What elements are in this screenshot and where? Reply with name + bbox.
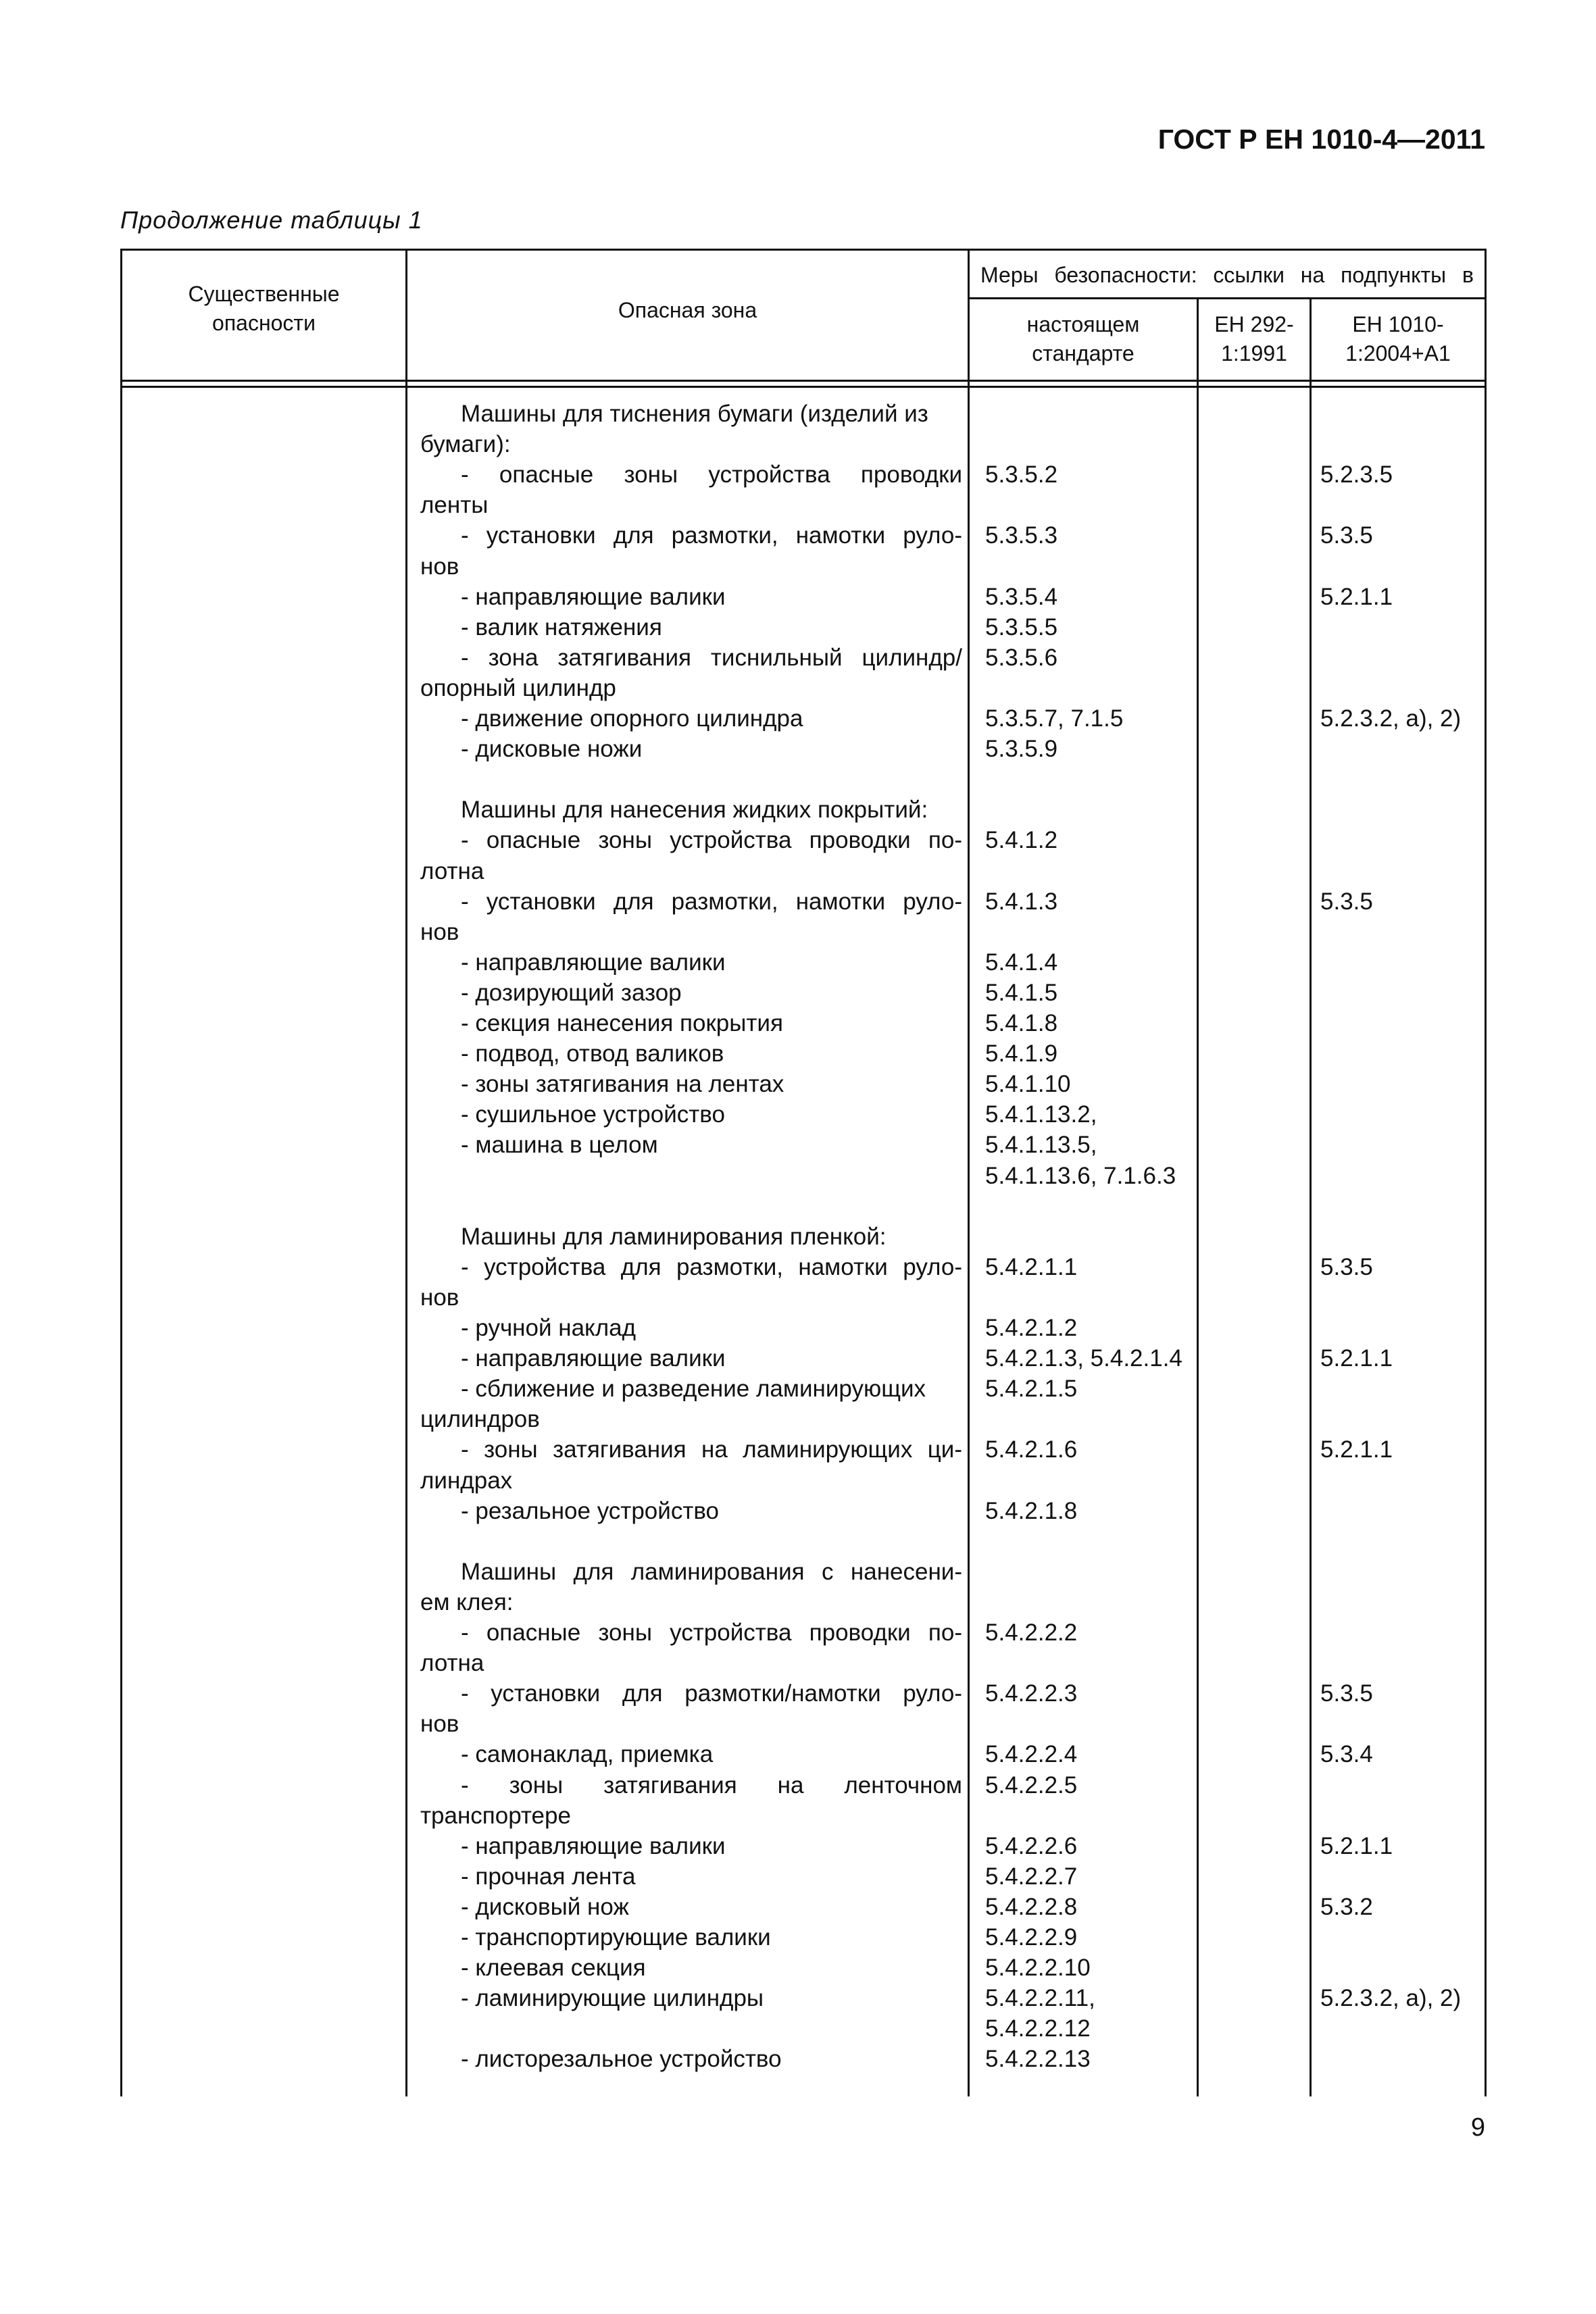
- this-standard-ref-cell: 5.4.1.4: [985, 949, 1058, 976]
- zone-cell: - направляющие валики: [461, 1345, 726, 1372]
- table-top-border: [120, 249, 1487, 251]
- column-divider-hazards: [405, 249, 407, 2096]
- header-hazards: [122, 280, 405, 338]
- zone-cell: - листорезальное устройство: [461, 2046, 782, 2072]
- this-standard-ref-cell: 5.4.2.2.13: [985, 2046, 1091, 2072]
- this-standard-ref-cell: 5.4.2.2.10: [985, 1955, 1091, 1981]
- zone-cell: [416, 764, 962, 795]
- column-divider-en292: [1310, 297, 1312, 2096]
- column-divider-this-standard: [1197, 297, 1199, 2096]
- this-standard-ref-cell: 5.4.1.8: [985, 1010, 1058, 1036]
- this-standard-ref-cell: 5.4.2.2.8: [985, 1894, 1078, 1920]
- zone-cell: - зоны затягивания на ленточном: [461, 1772, 962, 1799]
- zone-group-heading: Машины для ламинирования пленкой:: [461, 1224, 887, 1250]
- this-standard-ref-cell: 5.3.5.4: [985, 584, 1058, 610]
- header-this-standard: [970, 310, 1197, 368]
- zone-cell: - ламинирующие цилиндры: [461, 1985, 764, 2011]
- header-bottom-border: [120, 380, 1487, 382]
- this-standard-ref-cell: 5.3.5.7, 7.1.5: [985, 705, 1124, 732]
- header-hazards-line1: Существенные: [188, 282, 340, 306]
- zone-cell: - дисковые ножи: [461, 736, 643, 762]
- standard-code: ГОСТ Р ЕН 1010-4—2011: [1157, 124, 1485, 155]
- zone-cell: - резальное устройство: [461, 1498, 720, 1524]
- this-standard-ref-cell: 5.4.1.13.2,: [985, 1101, 1097, 1128]
- en1010-ref-cell: 5.2.1.1: [1320, 1345, 1393, 1372]
- header-measures-group: Меры безопасности: ссылки на подпункты в: [980, 263, 1474, 287]
- zone-cell: [416, 1526, 962, 1557]
- zone-cell: транспортере: [420, 1803, 571, 1829]
- zone-cell: - подвод, отвод валиков: [461, 1040, 724, 1067]
- zone-cell: линдрах: [420, 1467, 513, 1494]
- header-this-standard-line1: настоящем: [1026, 312, 1140, 336]
- zone-cell: - сушильное устройство: [461, 1101, 725, 1128]
- header-zone: Опасная зона: [618, 298, 757, 322]
- this-standard-ref-cell: 5.4.2.1.2: [985, 1315, 1078, 1341]
- zone-cell: - прочная лента: [461, 1863, 636, 1890]
- this-standard-ref-cell: 5.4.2.2.4: [985, 1741, 1078, 1767]
- header-double-border: [120, 386, 1487, 388]
- this-standard-ref-cell: 5.4.1.2: [985, 827, 1058, 853]
- this-standard-ref-cell: 5.4.2.2.7: [985, 1863, 1078, 1890]
- this-standard-ref-cell: 5.3.5.2: [985, 461, 1058, 488]
- zone-cell: - зона затягивания тиснильный цилиндр/: [461, 645, 962, 671]
- en1010-ref-cell: 5.2.3.2, а), 2): [1320, 1985, 1462, 2011]
- zone-cell: [416, 1161, 962, 1191]
- this-standard-ref-cell: 5.4.1.5: [985, 980, 1058, 1006]
- zone-cell: - сближение и разведение ламинирующих: [461, 1376, 926, 1402]
- zone-cell: - транспортирующие валики: [461, 1924, 771, 1951]
- en1010-ref-cell: 5.3.5: [1320, 1254, 1373, 1280]
- this-standard-ref-cell: 5.4.2.1.6: [985, 1436, 1078, 1463]
- header-en1010-line2: 1:2004+А1: [1345, 341, 1451, 366]
- zone-group-heading: Машины для нанесения жидких покрытий:: [461, 797, 928, 823]
- table-caption: Продолжение таблицы 1: [120, 206, 423, 234]
- this-standard-ref-cell: 5.4.1.13.5,: [985, 1132, 1097, 1158]
- zone-cell: бумаги):: [420, 431, 511, 457]
- zone-cell: - движение опорного цилиндра: [461, 705, 803, 732]
- this-standard-ref-cell: 5.3.5.9: [985, 736, 1058, 762]
- zone-cell: - дозирующий зазор: [461, 980, 682, 1006]
- en1010-ref-cell: 5.3.5: [1320, 1680, 1373, 1707]
- header-en292-line2: 1:1991: [1221, 341, 1287, 366]
- header-en1010-line1: ЕН 1010-: [1352, 312, 1444, 336]
- this-standard-ref-cell: 5.4.2.2.12: [985, 2015, 1091, 2042]
- zone-cell: нов: [420, 1284, 459, 1311]
- zone-cell: - ручной наклад: [461, 1315, 637, 1341]
- zone-cell: - направляющие валики: [461, 584, 726, 610]
- zone-cell: - установки для размотки/намотки руло-: [461, 1680, 962, 1707]
- zone-cell: цилиндров: [420, 1406, 540, 1432]
- zone-cell: - зоны затягивания на лентах: [461, 1071, 784, 1097]
- en1010-ref-cell: 5.2.1.1: [1320, 1833, 1393, 1859]
- zone-cell: - устройства для размотки, намотки руло-: [461, 1254, 962, 1280]
- zone-group-heading: Машины для ламинирования с нанесени-: [461, 1559, 962, 1585]
- measures-subheader-border: [968, 297, 1487, 299]
- this-standard-ref-cell: 5.4.1.13.6, 7.1.6.3: [985, 1163, 1176, 1189]
- zone-cell: - установки для размотки, намотки руло-: [461, 888, 962, 915]
- header-en1010: [1312, 310, 1485, 368]
- header-hazards-line2: опасности: [212, 311, 316, 335]
- this-standard-ref-cell: 5.4.1.3: [985, 888, 1058, 915]
- this-standard-ref-cell: 5.4.2.1.8: [985, 1498, 1078, 1524]
- zone-cell: [416, 2013, 962, 2044]
- zone-cell: - самонаклад, приемка: [461, 1741, 714, 1767]
- zone-cell: ем клея:: [420, 1589, 514, 1615]
- zone-cell: нов: [420, 553, 459, 580]
- this-standard-ref-cell: 5.4.2.2.5: [985, 1772, 1078, 1799]
- this-standard-ref-cell: 5.4.1.9: [985, 1040, 1058, 1067]
- en1010-ref-cell: 5.2.3.2, а), 2): [1320, 705, 1462, 732]
- this-standard-ref-cell: 5.3.5.5: [985, 614, 1058, 640]
- zone-cell: - клеевая секция: [461, 1955, 646, 1981]
- zone-cell: - секция нанесения покрытия: [461, 1010, 783, 1036]
- en1010-ref-cell: 5.2.3.5: [1320, 461, 1393, 488]
- zone-cell: ленты: [420, 492, 489, 518]
- column-divider-zone: [968, 249, 970, 2096]
- zone-cell: нов: [420, 919, 459, 945]
- en1010-ref-cell: 5.3.2: [1320, 1894, 1373, 1920]
- zone-cell: - машина в целом: [461, 1132, 658, 1158]
- zone-cell: - опасные зоны устройства проводки: [461, 461, 962, 488]
- en1010-ref-cell: 5.3.5: [1320, 522, 1373, 549]
- this-standard-ref-cell: 5.4.1.10: [985, 1071, 1071, 1097]
- zone-cell: лотна: [420, 858, 484, 884]
- zone-cell: - опасные зоны устройства проводки по-: [461, 827, 962, 853]
- table-right-border: [1485, 249, 1487, 2096]
- zone-cell: нов: [420, 1711, 459, 1737]
- this-standard-ref-cell: 5.4.2.1.1: [985, 1254, 1078, 1280]
- this-standard-ref-cell: 5.4.2.1.3, 5.4.2.1.4: [985, 1345, 1182, 1372]
- this-standard-ref-cell: 5.4.2.2.9: [985, 1924, 1078, 1951]
- zone-cell: - дисковый нож: [461, 1894, 629, 1920]
- this-standard-ref-cell: 5.4.2.2.3: [985, 1680, 1078, 1707]
- zone-cell: - направляющие валики: [461, 949, 726, 976]
- this-standard-ref-cell: 5.4.2.2.6: [985, 1833, 1078, 1859]
- zone-cell: [416, 1191, 962, 1222]
- zone-cell: - опасные зоны устройства проводки по-: [461, 1619, 962, 1646]
- header-this-standard-line2: стандарте: [1032, 341, 1134, 366]
- header-en292-line1: ЕН 292-: [1214, 312, 1294, 336]
- zone-cell: - валик натяжения: [461, 614, 662, 640]
- zone-cell: - установки для размотки, намотки руло-: [461, 522, 962, 549]
- en1010-ref-cell: 5.3.5: [1320, 888, 1373, 915]
- this-standard-ref-cell: 5.3.5.3: [985, 522, 1058, 549]
- zone-group-heading: Машины для тиснения бумаги (изделий из: [461, 401, 928, 427]
- en1010-ref-cell: 5.3.4: [1320, 1741, 1373, 1767]
- en1010-ref-cell: 5.2.1.1: [1320, 1436, 1393, 1463]
- zone-cell: - направляющие валики: [461, 1833, 726, 1859]
- table-left-border: [120, 249, 122, 2096]
- this-standard-ref-cell: 5.4.2.1.5: [985, 1376, 1078, 1402]
- this-standard-ref-cell: 5.4.2.2.11,: [985, 1985, 1095, 2011]
- header-en292: [1199, 310, 1310, 368]
- page-number: 9: [1470, 2113, 1485, 2142]
- en1010-ref-cell: 5.2.1.1: [1320, 584, 1393, 610]
- zone-cell: - зоны затягивания на ламинирующих ци-: [461, 1436, 962, 1463]
- zone-cell: лотна: [420, 1650, 484, 1676]
- this-standard-ref-cell: 5.4.2.2.2: [985, 1619, 1078, 1646]
- this-standard-ref-cell: 5.3.5.6: [985, 645, 1058, 671]
- zone-cell: опорный цилиндр: [420, 675, 616, 701]
